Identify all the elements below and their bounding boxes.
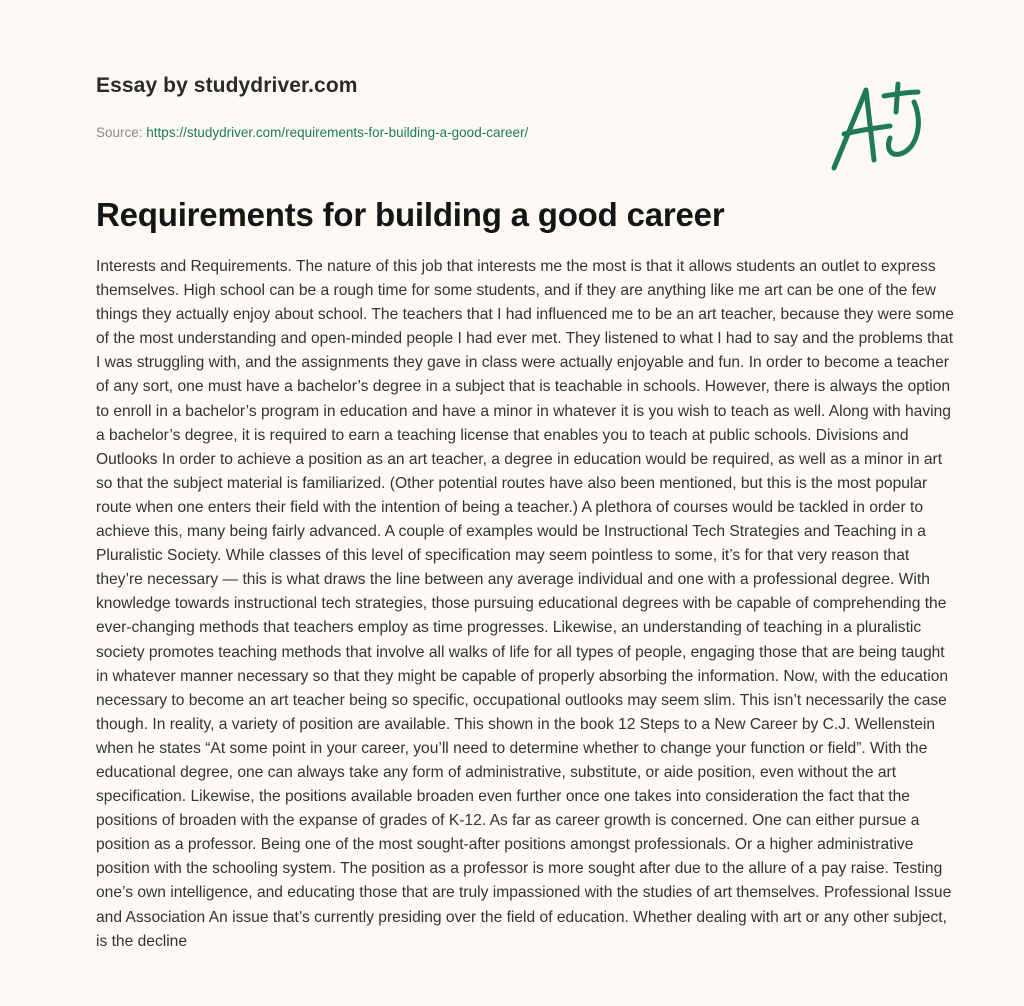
essay-body: Interests and Requirements. The nature of this job that interests me the most is that it allows students an outlet to express themselves. High school can be a rough time for some students, and if they are anything like me art can be one of the few things they actually enjoy about school. The teachers that I had influenced me to be an art teacher, because they were some of the most understanding and open-minded people I had ever met. They listened to what I had to say and the problems that I was struggling with, and the assignments they gave in class were actually enjoyable and fun. In order to become a teacher of any sort, one must have a bachelor’s degree in a subject that is teachable in schools. However, there is always the option to enroll in a bachelor’s program in education and have a minor in whatever it is you wish to teach as well. Along with having a bachelor’s degree, it is required to earn a teaching license that enables you to teach at public schools. Divisions and Outlooks In order to achieve a position as an art teacher, a degree in education would be required, as well as a minor in art so that the subject material is familiarized. (Other potential routes have also been mentioned, but this is the most popular route when one enters their field with the intention of being a teacher.) A plethora of courses would be tackled in order to achieve this, many being fairly advanced. A couple of examples would be Instructional Tech Strategies and Teaching in a Pluralistic Society. While classes of this level of specification may seem pointless to some, it’s for that very reason that they’re necessary — this is what draws the line between any average individual and one with a professional degree. With knowledge towards instructional tech strategies, those pursuing educational degrees with be capable of comprehending the ever-changing methods that teachers employ as time progresses. Likewise, an understanding of teaching in a pluralistic society promotes teaching methods that involve all walks of life for all types of people, engaging those that are being taught in whatever manner necessary so that they might be capable of properly absorbing the information. Now, with the education necessary to become an art teacher being so specific, occupational outlooks may seem slim. This isn’t necessarily the case though. In reality, a variety of position are available. This shown in the book 12 Steps to a New Career by C.J. Wellenstein when he states “At some point in your career, you’ll need to determine whether to change your function or field”. With the educational degree, one can always take any form of administrative, substitute, or aide position, even without the art specification. Likewise, the positions available broaden even further once one takes into consideration the fact that the positions of broaden with the expanse of grades of K-12. As far as career growth is concerned. One can either pursue a position as a professor. Being one of the most sought-after positions amongst professionals. Or a higher administrative position with the schooling system. The position as a professor is more sought after due to the allure of a pay raise. Testing one’s own intelligence, and educating those that are truly impassioned with the studies of art themselves. Professional Issue and Association An issue that’s currently presiding over the field of education. Whether dealing with art or any other subject, is the decline [96,258,954,950]
source-label: Source: [96,125,143,140]
source-line [96,125,528,140]
site-title: Essay by studydriver.com [96,74,358,97]
essay-title: Requirements for building a good career [96,196,725,233]
a-plus-grade-icon [820,68,940,178]
source-link[interactable]: https://studydriver.com/requirements-for-building-a-good-career/ [146,125,529,140]
